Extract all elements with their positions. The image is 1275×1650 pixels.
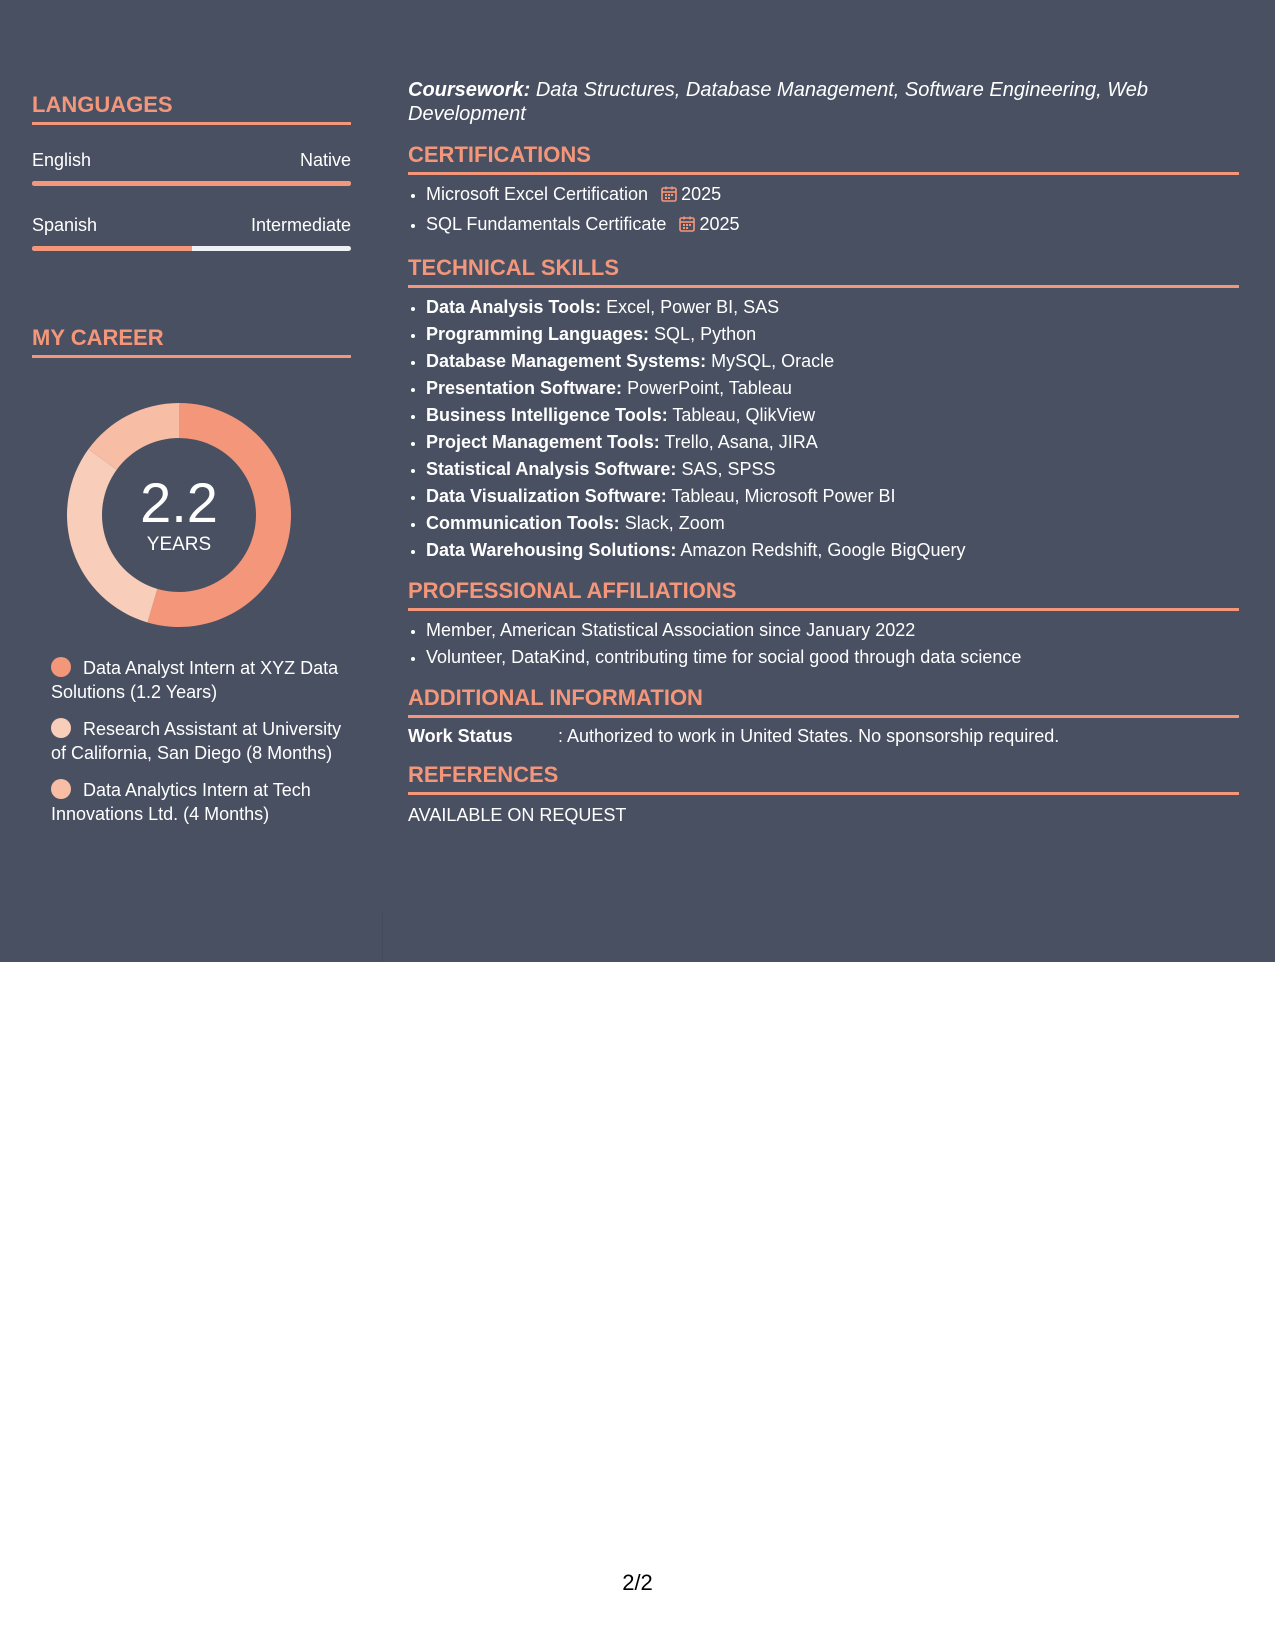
skill-item [426, 510, 1239, 537]
career-item [51, 656, 351, 704]
skill-item [426, 321, 1239, 348]
career-total-unit: YEARS [146, 534, 212, 555]
certifications-heading: CERTIFICATIONS [408, 142, 1239, 175]
right-column [408, 78, 1239, 841]
coursework [408, 78, 1239, 126]
column-divider [382, 912, 383, 962]
calendar-icon [660, 184, 678, 211]
certification-year: 2025 [699, 214, 740, 234]
certification-name: SQL Fundamentals Certificate [426, 214, 667, 234]
certifications-list [408, 181, 1239, 241]
language-proficiency-bar [32, 181, 351, 186]
left-column [32, 92, 351, 839]
references-text: AVAILABLE ON REQUEST [408, 805, 627, 825]
skill-label: Data Warehousing Solutions: [426, 540, 677, 560]
work-status-value: : Authorized to work in United States. No sponsorship required. [558, 726, 1060, 746]
technical-skills-section [408, 255, 1239, 564]
career-legend-dot [51, 718, 71, 738]
languages-heading: LANGUAGES [32, 92, 351, 125]
work-status-label: Work Status [408, 726, 513, 746]
skill-value: Tableau, QlikView [672, 405, 816, 425]
career-item [51, 778, 351, 826]
calendar-icon [678, 214, 696, 241]
affiliations-list [408, 617, 1239, 671]
skill-value: Tableau, Microsoft Power BI [671, 486, 896, 506]
skill-item [426, 483, 1239, 510]
skill-label: Statistical Analysis Software: [426, 459, 677, 479]
career-item [51, 717, 351, 765]
skill-value: SAS, SPSS [681, 459, 776, 479]
skill-label: Data Visualization Software: [426, 486, 667, 506]
language-proficiency-fill [32, 246, 192, 251]
additional-info-section [408, 685, 1239, 748]
career-item-text: Data Analytics Intern at Tech Innovations Ltd. (4 Months) [51, 780, 311, 824]
career-total-years: 2.2 [140, 471, 218, 534]
career-item-text: Data Analyst Intern at XYZ Data Solutions (1.2 Years) [51, 658, 339, 702]
skill-item [426, 294, 1239, 321]
language-spanish [32, 214, 351, 251]
career-list [51, 656, 351, 826]
references-heading: REFERENCES [408, 762, 1239, 795]
affiliations-section [408, 578, 1239, 671]
certifications-section [408, 142, 1239, 241]
skill-value: SQL, Python [654, 324, 757, 344]
skill-value: PowerPoint, Tableau [627, 378, 792, 398]
career-item-text: Research Assistant at University of California, San Diego (8 Months) [51, 719, 342, 763]
skill-label: Communication Tools: [426, 513, 620, 533]
work-status-row [408, 724, 1239, 748]
skill-label: Project Management Tools: [426, 432, 660, 452]
certification-item [426, 211, 1239, 241]
skill-value: Slack, Zoom [624, 513, 725, 533]
skill-value: MySQL, Oracle [711, 351, 835, 371]
skill-item [426, 456, 1239, 483]
certification-year: 2025 [681, 184, 722, 204]
career-legend-dot [51, 779, 71, 799]
language-level: Intermediate [250, 215, 351, 235]
skill-item [426, 537, 1239, 564]
technical-skills-list [408, 294, 1239, 564]
affiliation-item: • Member, American Statistical Association since January 2022 [426, 617, 1239, 644]
career-legend-dot [51, 657, 71, 677]
language-name: English [32, 150, 92, 170]
coursework-text: Data Structures, Database Management, Software Engineering, Web Development [408, 79, 1148, 125]
skill-item [426, 375, 1239, 402]
affiliation-item: • Volunteer, DataKind, contributing time for social good through data science [426, 644, 1239, 671]
affiliations-heading: PROFESSIONAL AFFILIATIONS [408, 578, 1239, 611]
language-proficiency-bar [32, 246, 351, 251]
technical-skills-heading: TECHNICAL SKILLS [408, 255, 1239, 288]
skill-item [426, 402, 1239, 429]
skill-value: Excel, Power BI, SAS [606, 297, 780, 317]
additional-info-heading: ADDITIONAL INFORMATION [408, 685, 1239, 718]
skill-label: Presentation Software: [426, 378, 623, 398]
certification-item [426, 181, 1239, 211]
language-english [32, 149, 351, 186]
skill-value: Trello, Asana, JIRA [664, 432, 818, 452]
skill-item [426, 348, 1239, 375]
language-proficiency-fill [32, 181, 351, 186]
page-number: 2/2 [622, 1570, 653, 1595]
skill-label: Database Management Systems: [426, 351, 707, 371]
references-section [408, 762, 1239, 827]
career-donut-chart [66, 402, 292, 628]
language-name: Spanish [32, 215, 98, 235]
career-heading: MY CAREER [32, 325, 351, 358]
skill-label: Data Analysis Tools: [426, 297, 602, 317]
skill-label: Programming Languages: [426, 324, 650, 344]
language-level: Native [299, 150, 351, 170]
skill-item [426, 429, 1239, 456]
coursework-label: Coursework: [408, 79, 531, 101]
certification-name: Microsoft Excel Certification [426, 184, 649, 204]
skill-label: Business Intelligence Tools: [426, 405, 668, 425]
skill-value: Amazon Redshift, Google BigQuery [680, 540, 966, 560]
